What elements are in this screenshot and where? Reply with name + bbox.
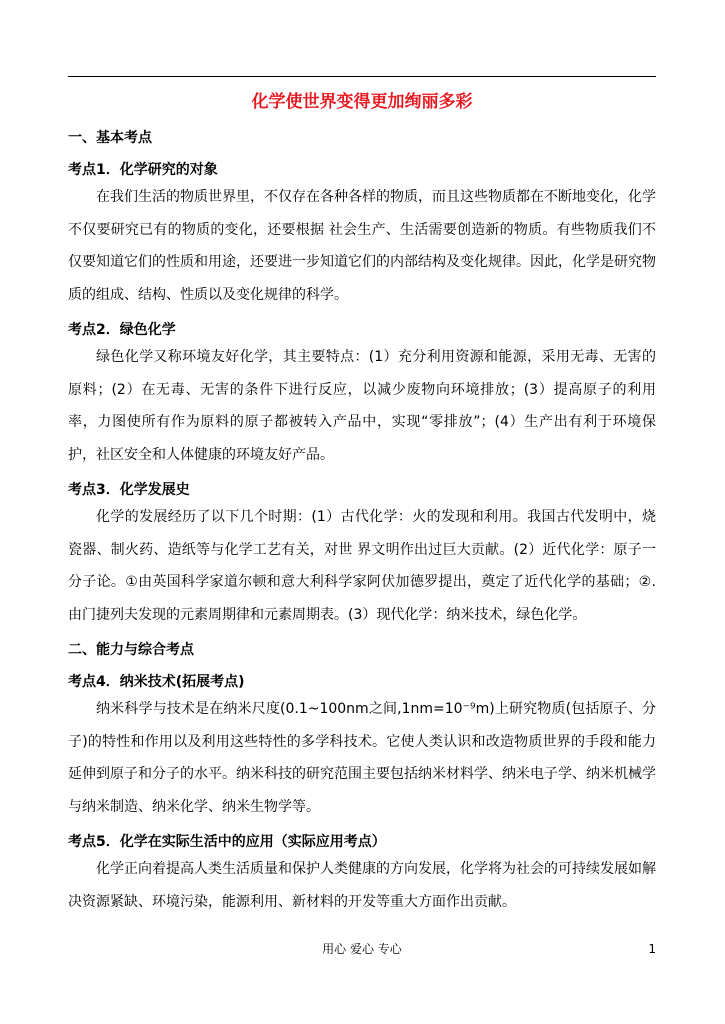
point-text-2: 绿色化学又称环境友好化学，其主要特点：(1）充分利用资源和能源，采用无毒、无害的原料；(2）在无毒、无害的条件下进行反应，以减少废物向环境排放；(3）提高原子的利用率，力图使所有作为原料的原子都被转入产品中，实现“零排放”；(4）生产出有利于环境保护，社区安全和人体健康的环境友好产品。 (68, 349, 656, 463)
page-title: 化学使世界变得更加绚丽多彩 (251, 92, 473, 112)
document-body (68, 127, 656, 918)
section-heading-ability: 二、能力与综合考点 (68, 642, 194, 658)
point-heading-5: 考点5．化学在实际生活中的应用（实际应用考点） (68, 834, 386, 850)
point-heading-3: 考点3．化学发展史 (68, 482, 190, 498)
point-heading-2: 考点2．绿色化学 (68, 322, 176, 338)
point-heading-1: 考点1．化学研究的对象 (68, 162, 218, 178)
footer-motto: 用心 爱心 专心 (322, 942, 402, 956)
point-text-1: 在我们生活的物质世界里，不仅存在各种各样的物质，而且这些物质都在不断地变化，化学不仅要研究已有的物质的变化，还要根据 社会生产、生活需要创造新的物质。有些物质我们不仅要知道它们的性质和用途，还要进一步知道它们的内部结构及变化规律。因此，化学是研究物质的组成、结构、性质以及变化规律的科学。 (68, 189, 656, 303)
section-heading-basic: 一、基本考点 (68, 130, 152, 146)
page-number: 1 (648, 942, 656, 956)
header-rule (68, 76, 656, 77)
point-text-4: 纳米科学与技术是在纳米尺度(0.1~100nm之间,1nm=10⁻⁹m)上研究物质(包括原子、分子)的特性和作用以及利用这些特性的多学科技术。它使人类认识和改造物质世界的手段和能力延伸到原子和分子的水平。纳米科技的研究范围主要包括纳米材料学、纳米电子学、纳米机械学与纳米制造、纳米化学、纳米生物学等。 (68, 701, 656, 815)
point-heading-4: 考点4．纳米技术(拓展考点) (68, 674, 245, 690)
point-text-3: 化学的发展经历了以下几个时期：(1）古代化学：火的发现和利用。我国古代发明中，烧瓷器、制火药、造纸等与化学工艺有关，对世 界文明作出过巨大贡献。(2）近代化学：原子一分子论。①由英国科学家道尔顿和意大利科学家阿伏加德罗提出，奠定了近代化学的基础；②.由门捷列夫发现的元素周期律和元素周期表。(3）现代化学：纳米技术，绿色化学。 (68, 509, 656, 623)
point-text-5: 化学正向着提高人类生活质量和保护人类健康的方向发展，化学将为社会的可持续发展如解决资源紧缺、环境污染，能源利用、新材料的开发等重大方面作出贡献。 (68, 861, 656, 910)
